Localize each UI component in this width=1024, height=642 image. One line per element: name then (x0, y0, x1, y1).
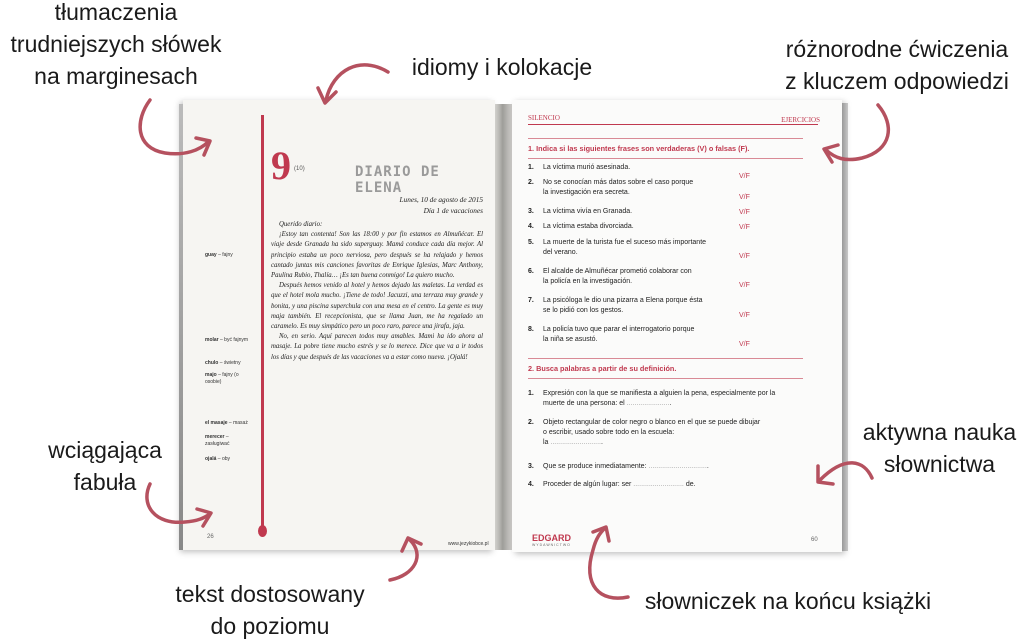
gloss-entry: majo – fajny (o osobie) (205, 372, 239, 385)
publisher-website: www.jezykiobce.pl (448, 541, 489, 547)
callout-story (30, 434, 180, 498)
list-item: 5. La muerte de la turista fue el suceso más importante del verano. (528, 239, 707, 256)
callout-line: wciągająca (48, 437, 162, 463)
true-false-mark: V/F (739, 209, 750, 216)
list-item: 4. La víctima estaba divorciada. (528, 223, 634, 230)
list-item: 7. La psicóloga le dio una pizarra a Elena porque ésta se lo pidió con los gestos. (528, 297, 703, 314)
page-number-left: 26 (207, 534, 214, 540)
callout-line: trudniejszych słówek (10, 31, 222, 57)
exercise-rule (528, 358, 803, 359)
exercise-1-title: 1. Indica si las siguientes frases son verdaderas (V) o falsas (F). (528, 144, 750, 153)
callout-level (160, 578, 380, 642)
gloss-entry: chulo – świetny (205, 360, 241, 366)
list-item: 3. La víctima vivía en Granada. (528, 208, 633, 215)
list-item: 1. La víctima murió asesinada. (528, 164, 631, 171)
page-number-right: 60 (811, 537, 818, 543)
callout-line: słownictwa (883, 451, 996, 477)
list-item: 8. La policía tuvo que parar el interrogatorio porque la niña se asustó. (528, 326, 695, 343)
callout-line: do poziomu (210, 613, 330, 639)
exercise-rule (528, 158, 803, 159)
callout-line: tłumaczenia (54, 0, 178, 25)
list-item: 6. El alcalde de Almuñécar prometió colaborar con la policía en la investigación. (528, 268, 692, 285)
true-false-mark: V/F (739, 253, 750, 260)
chapter-number: 9 (271, 143, 291, 188)
gloss-entry: merecer – zasługiwać (205, 434, 230, 447)
answer-blank: .............................. (648, 463, 707, 470)
section-header: EJERCICIOS (781, 116, 820, 124)
book-spine (495, 104, 512, 550)
callout-line: fabuła (73, 469, 137, 495)
callout-glossary (0, 0, 232, 92)
gloss-entry: molar – być fajnym (205, 337, 249, 343)
header-rule (528, 124, 818, 125)
true-false-mark: V/F (739, 282, 750, 289)
callout-exercises (770, 33, 1024, 97)
exercise-2-title: 2. Busca palabras a partir de su definición. (528, 364, 677, 373)
book-right-page (512, 100, 842, 552)
answer-blank: .......................... (550, 439, 601, 446)
callout-line: aktywna nauka (862, 419, 1017, 445)
publisher-logo-sub: WYDAWNICTWO (532, 543, 571, 547)
chapter-track: (10) (294, 166, 305, 172)
list-item: 2. No se conocían más datos sobre el caso porque la investigación era secreta. (528, 179, 694, 196)
gloss-entry: ojalá – oby (205, 456, 231, 462)
callout-line: na marginesach (34, 63, 198, 89)
callout-line: idiomy i kolokacje (411, 54, 593, 80)
callout-line: różnorodne ćwiczenia (785, 36, 1009, 62)
callout-dictionary (628, 585, 948, 617)
curved-arrow-icon (326, 65, 388, 100)
exercise-rule (528, 378, 803, 379)
true-false-mark: V/F (739, 224, 750, 231)
true-false-mark: V/F (739, 173, 750, 180)
list-item: 2. Objeto rectangular de color negro o blanco en el que se puede dibujar o escribir, usado sobre todo en la escuela: la ........................... (528, 419, 761, 446)
true-false-mark: V/F (739, 341, 750, 348)
story-text: Querido diario: ¡Estoy tan contenta! Son las 18:00 y por fin estamos en Almuñécar. El viaje desde Granada ha sido superguay. Mamá conduce cada día mejor. Al principio estaba un poco nerviosa, pero después se ha relajado y hemos cantado juntas mis canciones favoritas de Enrique Iglesias, Marc Anthony, Paulina Rubio, Thalía… ¡Es tan buena conmigo! La quiero mucho. Después hemos venido al hotel y hemos dejado las maletas. La verdad es que el hotel mola mucho. ¡Tiene de todo! Jacuzzi, una terraza muy grande y bonita, y una piscina superchula con una mesa en el centro. La gente es muy maja también. El recepcionista, que se llama Juan, me ha regalado un caramelo. Es muy simpático pero un poco raro, parece una jirafa, jaja. No, en serio. Aquí parecen todos muy amables. Mami ha ido ahora al masaje. La pobre tiene mucho estrés y se lo merece. Dice que va a ir todos los días y que después de las vacaciones va a estar como nueva. ¡Ojalá! (271, 221, 483, 361)
list-item: 3. Que se produce inmediatamente: ............................... (528, 463, 709, 470)
chapter-header: SILENCIO (528, 114, 560, 122)
answer-blank: ...................... (626, 400, 670, 407)
margin-line (261, 115, 264, 535)
true-false-mark: V/F (739, 194, 750, 201)
gloss-entry: guay – fajny (205, 252, 233, 258)
list-item: 1. Expresión con la que se manifiesta a alguien la pena, especialmente por la muerte de una persona: el ....................... (528, 390, 776, 407)
callout-idioms (382, 51, 622, 83)
true-false-mark: V/F (739, 312, 750, 319)
story-date: Lunes, 10 de agosto de 2015 Día 1 de vacaciones (399, 195, 483, 215)
answer-blank: .......................... (633, 481, 684, 488)
callout-vocabulary (855, 416, 1024, 480)
publisher-logo: EDGARD (532, 533, 572, 543)
callout-line: z kluczem odpowiedzi (785, 68, 1009, 94)
callout-line: tekst dostosowany (175, 581, 365, 607)
margin-drop (258, 525, 267, 537)
exercise-rule (528, 138, 803, 139)
list-item: 4. Proceder de algún lugar: ser .......................... de. (528, 481, 696, 488)
story-title: DIARIO DE ELENA (355, 164, 440, 196)
gloss-entry: el masaje – masaż (205, 420, 248, 426)
book-left-page (183, 100, 495, 550)
callout-line: słowniczek na końcu książki (644, 588, 932, 614)
